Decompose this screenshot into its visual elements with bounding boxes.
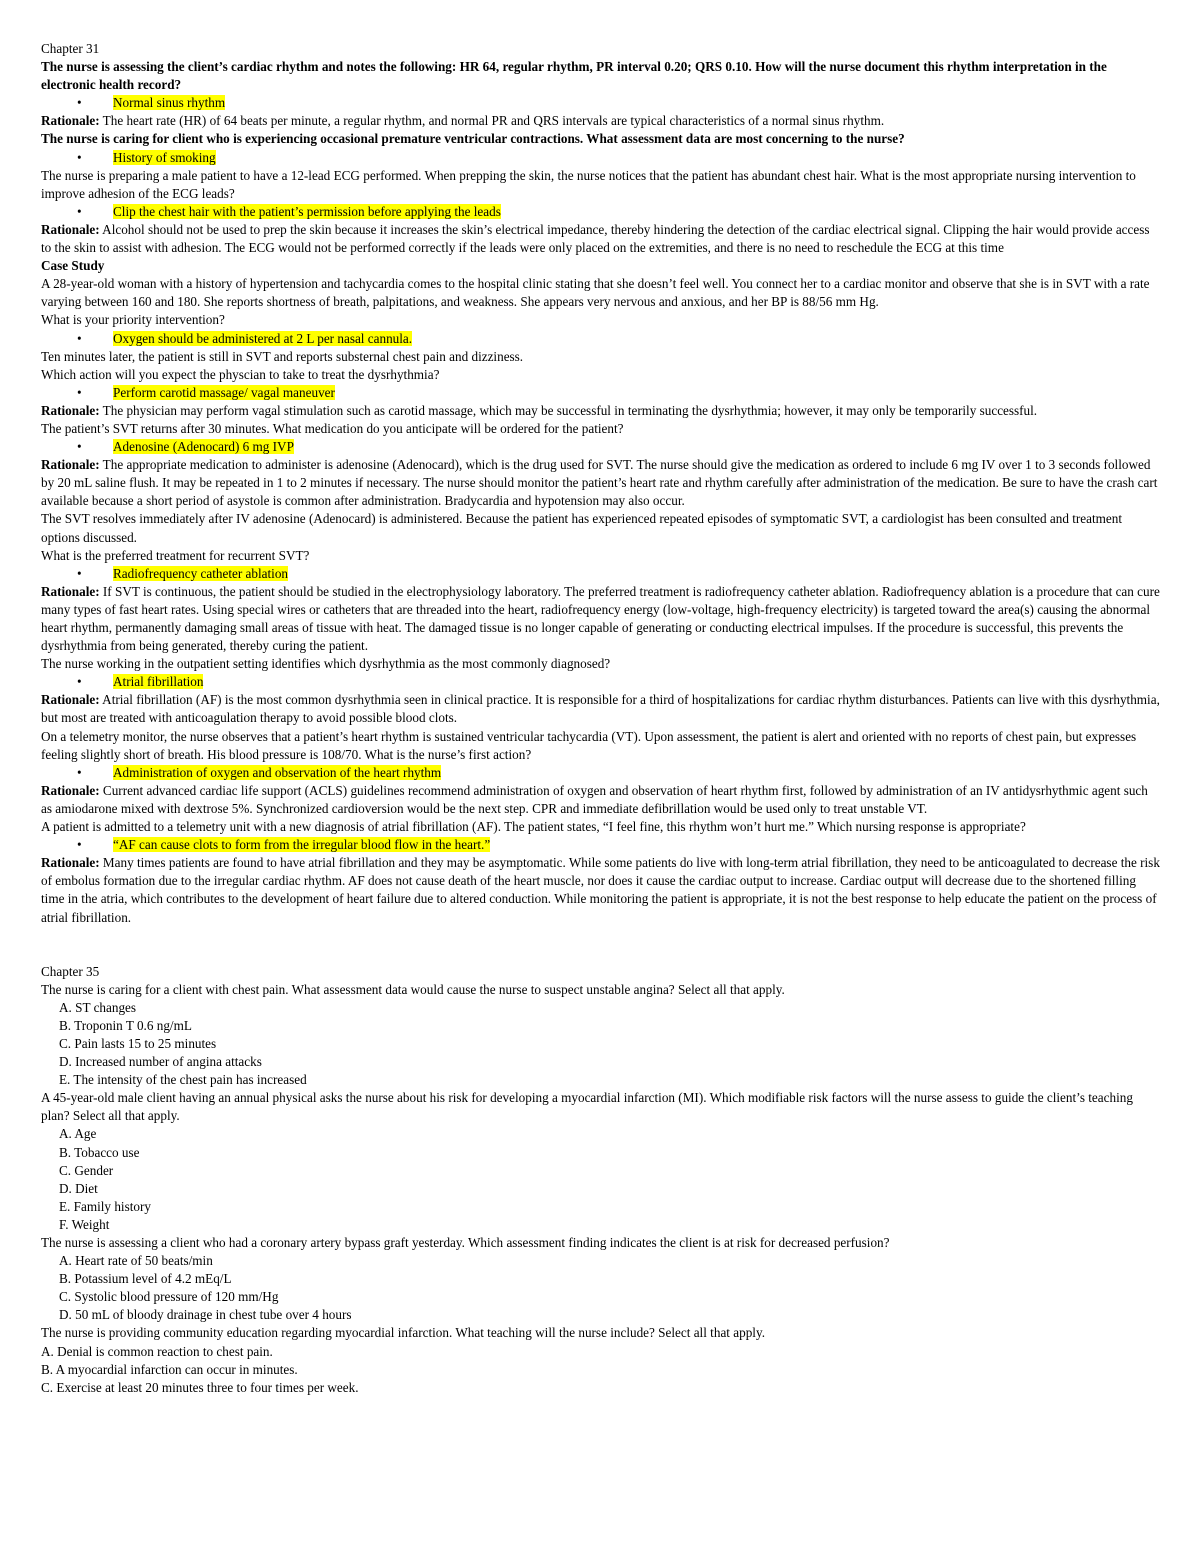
rationale	[41, 782, 1160, 818]
question-text: The nurse is assessing the client’s cardiac rhythm and notes the following: HR 64, regular rhythm, PR interval 0.20; QRS 0.10. How will the nurse document this rhythm interpretation in the electronic health record?	[41, 59, 1107, 93]
rationale-label: Rationale:	[41, 113, 100, 129]
rationale-text: Many times patients are found to have atrial fibrillation and they may be asymptomatic. While some patients do live with long-term atrial fibrillation, they need to be anticoagulated to decrease the risk of embolus formation due to the irregular cardiac rhythm. AF does not cause death of the heart muscle, nor does it cause the cardiac output to increase. Cardiac output will decrease due to the shortened filling time in the atria, which contributes to the development of heart failure due to altered conduction. While monitoring the patient is appropriate, it is not the best response to help educate the patient on the process of atrial fibrillation.	[41, 855, 1160, 925]
option-item: A. ST changes	[59, 999, 137, 1015]
option-item: E. Family history	[59, 1198, 151, 1214]
question-text: The nurse is preparing a male patient to have a 12-lead ECG performed. When prepping the skin, the nurse notices that the patient has abundant chest hair. What is the most appropriate nursing intervention to improve adhesion of the ECG leads?	[41, 167, 1136, 201]
question-text: On a telemetry monitor, the nurse observes that a patient’s heart rhythm is sustained ventricular tachycardia (VT). Upon assessment, the patient is alert and oriented with no reports of chest pain, but expresses feeling slightly short of breath. His blood pressure is 108/70. What is the nurse’s first action?	[41, 728, 1137, 762]
question-text: The nurse is providing community education regarding myocardial infarction. What teaching will the nurse include? Select all that apply.	[41, 1325, 765, 1341]
bullet-icon: •	[77, 439, 82, 455]
bullet-icon: •	[77, 764, 82, 780]
answer-item	[41, 673, 1160, 691]
answer-item	[41, 384, 1160, 402]
option-item: D. Diet	[59, 1180, 98, 1196]
option-item: A. Age	[59, 1126, 97, 1142]
bullet-icon: •	[77, 384, 82, 400]
option-item: A. Denial is common reaction to chest pain.	[41, 1343, 273, 1359]
option-item: B. Tobacco use	[59, 1144, 140, 1160]
options-list	[41, 1125, 1160, 1234]
option-item: F. Weight	[59, 1216, 110, 1232]
answer-highlight: Adenosine (Adenocard) 6 mg IVP	[113, 439, 294, 455]
option-item: C. Systolic blood pressure of 120 mm/Hg	[59, 1289, 279, 1305]
rationale	[41, 854, 1160, 926]
option-item: B. A myocardial infarction can occur in minutes.	[41, 1361, 298, 1377]
rationale-label: Rationale:	[41, 457, 100, 473]
rationale-text: Atrial fibrillation (AF) is the most common dysrhythmia seen in clinical practice. It is responsible for a third of hospitalizations for cardiac rhythm disturbances. Patients can live with this dysrhythmia, but most are treated with anticoagulation therapy to avoid possible blood clots.	[41, 692, 1160, 726]
question-text: The nurse is assessing a client who had a coronary artery bypass graft yesterday. Which assessment finding indicates the client is at risk for decreased perfusion?	[41, 1235, 890, 1250]
question-text: The nurse is caring for a client with chest pain. What assessment data would cause the nurse to suspect unstable angina? Select all that apply.	[41, 981, 785, 997]
rationale	[41, 691, 1160, 727]
answer-highlight: History of smoking	[113, 149, 216, 165]
rationale-label: Rationale:	[41, 402, 100, 418]
question-text: What is your priority intervention?	[41, 312, 225, 328]
section-spacer	[41, 927, 1160, 963]
answer-highlight: Oxygen should be administered at 2 L per nasal cannula.	[113, 330, 413, 346]
rationale	[41, 221, 1160, 257]
rationale-label: Rationale:	[41, 855, 100, 871]
bullet-icon: •	[77, 330, 82, 346]
bullet-icon: •	[77, 149, 82, 165]
rationale	[41, 456, 1160, 510]
rationale-label: Rationale:	[41, 782, 100, 798]
answer-item	[41, 764, 1160, 782]
bullet-icon: •	[77, 203, 82, 219]
option-item: B. Troponin T 0.6 ng/mL	[59, 1017, 192, 1033]
option-item: B. Potassium level of 4.2 mEq/L	[59, 1271, 232, 1287]
case-study-heading: Case Study	[41, 258, 105, 274]
answer-item	[41, 836, 1160, 854]
chapter-heading: Chapter 31	[41, 41, 100, 56]
answer-highlight: Radiofrequency catheter ablation	[113, 565, 289, 581]
options-list	[41, 1252, 1160, 1324]
rationale-text: If SVT is continuous, the patient should be studied in the electrophysiology laboratory. The preferred treatment is radiofrequency catheter ablation. Radiofrequency ablation is a procedure that can cure many types of fast heart rates. Using special wires or catheters that are threaded into the heart, radiofrequency energy (low-voltage, high-frequency electricity) is targeted toward the area(s) causing the abnormal heart rhythm, permanently damaging small areas of tissue with heat. The damaged tissue is no longer capable of generating or conducting electrical impulses. If the procedure is successful, this prevents the dysrhythmia from being generated, thereby curing the patient.	[41, 583, 1160, 654]
rationale	[41, 402, 1160, 420]
answer-item	[41, 94, 1160, 112]
chapter-heading: Chapter 35	[41, 963, 100, 979]
question-text: A 45-year-old male client having an annual physical asks the nurse about his risk for developing a myocardial infarction (MI). Which modifiable risk factors will the nurse assess to guide the client’s teaching plan? Select all that apply.	[41, 1090, 1133, 1124]
answer-highlight: “AF can cause clots to form from the irregular blood flow in the heart.”	[113, 837, 491, 853]
bullet-icon: •	[77, 837, 82, 853]
answer-highlight: Perform carotid massage/ vagal maneuver	[113, 384, 335, 400]
rationale	[41, 112, 1160, 130]
options-list	[41, 1343, 1160, 1397]
question-text: What is the preferred treatment for recurrent SVT?	[41, 547, 310, 563]
case-followup: The SVT resolves immediately after IV adenosine (Adenocard) is administered. Because the patient has experienced repeated episodes of symptomatic SVT, a cardiologist has been consulted and treatment options discussed.	[41, 511, 1123, 545]
rationale-text: The appropriate medication to administer is adenosine (Adenocard), which is the drug used for SVT. The nurse should give the medication as ordered to include 6 mg IV over 1 to 3 seconds followed by 20 mL saline flush. It may be repeated in 1 to 2 minutes if necessary. The nurse should monitor the patient’s heart rate and rhythm carefully after administration of the medication. Be sure to have the crash cart available because a short period of asystole is common after administration. Bradycardia and hypotension may also occur.	[41, 457, 1158, 509]
bullet-icon: •	[77, 95, 82, 111]
rationale-text: Alcohol should not be used to prep the skin because it increases the skin’s electrical impedance, thereby hindering the detection of the cardiac electrical signal. Clipping the hair would provide access to the skin to assist with adhesion. The ECG would not be performed correctly if the leads were only placed on the extremities, and there is no need to reschedule the ECG at this time	[41, 221, 1150, 256]
options-list	[41, 999, 1160, 1089]
question-text: The nurse working in the outpatient setting identifies which dysrhythmia as the most commonly diagnosed?	[41, 656, 611, 672]
case-followup: Ten minutes later, the patient is still in SVT and reports substernal chest pain and dizziness.	[41, 348, 524, 364]
answer-item	[41, 565, 1160, 583]
answer-item	[41, 203, 1160, 221]
answer-highlight: Normal sinus rhythm	[113, 95, 226, 111]
option-item: A. Heart rate of 50 beats/min	[59, 1253, 213, 1269]
rationale	[41, 583, 1160, 655]
case-study-intro: A 28-year-old woman with a history of hypertension and tachycardia comes to the hospital clinic stating that she doesn’t feel well. You connect her to a cardiac monitor and observe that she is in SVT with a rate varying between 160 and 180. She reports shortness of breath, palpitations, and weakness. She appears very nervous and anxious, and her BP is 88/56 mm Hg.	[41, 276, 1150, 310]
option-item: C. Exercise at least 20 minutes three to four times per week.	[41, 1379, 359, 1395]
rationale-text: The heart rate (HR) of 64 beats per minute, a regular rhythm, and normal PR and QRS intervals are typical characteristics of a normal sinus rhythm.	[99, 113, 885, 129]
rationale-label: Rationale:	[41, 583, 100, 599]
option-item: D. 50 mL of bloody drainage in chest tube over 4 hours	[59, 1307, 352, 1323]
rationale-text: Current advanced cardiac life support (ACLS) guidelines recommend administration of oxygen and observation of heart rhythm first, followed by administration of an IV antidysrhythmic agent such as amiodarone mixed with dextrose 5%. Synchronized cardioversion would be the next step. CPR and immediate defibrillation would be used only to treat unstable VT.	[41, 782, 1148, 816]
answer-item	[41, 330, 1160, 348]
answer-highlight: Atrial fibrillation	[113, 674, 204, 690]
option-item: C. Pain lasts 15 to 25 minutes	[59, 1035, 217, 1051]
answer-highlight: Administration of oxygen and observation of the heart rhythm	[113, 764, 442, 780]
rationale-label: Rationale:	[41, 692, 100, 708]
question-text: The nurse is caring for client who is experiencing occasional premature ventricular contractions. What assessment data are most concerning to the nurse?	[41, 131, 905, 147]
answer-item	[41, 438, 1160, 456]
question-text: The patient’s SVT returns after 30 minutes. What medication do you anticipate will be ordered for the patient?	[41, 420, 624, 436]
question-text: Which action will you expect the physcian to take to treat the dysrhythmia?	[41, 366, 440, 382]
question-text: A patient is admitted to a telemetry unit with a new diagnosis of atrial fibrillation (AF). The patient states, “I feel fine, this rhythm won’t hurt me.” Which nursing response is appropriate?	[41, 819, 1026, 835]
rationale-label: Rationale:	[41, 221, 100, 237]
option-item: E. The intensity of the chest pain has increased	[59, 1072, 307, 1088]
answer-item	[41, 149, 1160, 167]
option-item: D. Increased number of angina attacks	[59, 1054, 262, 1070]
bullet-icon: •	[77, 565, 82, 581]
option-item: C. Gender	[59, 1162, 114, 1178]
bullet-icon: •	[77, 674, 82, 690]
rationale-text: The physician may perform vagal stimulation such as carotid massage, which may be successful in terminating the dysrhythmia; however, it may only be temporarily successful.	[99, 402, 1038, 418]
answer-highlight: Clip the chest hair with the patient’s permission before applying the leads	[113, 203, 501, 219]
